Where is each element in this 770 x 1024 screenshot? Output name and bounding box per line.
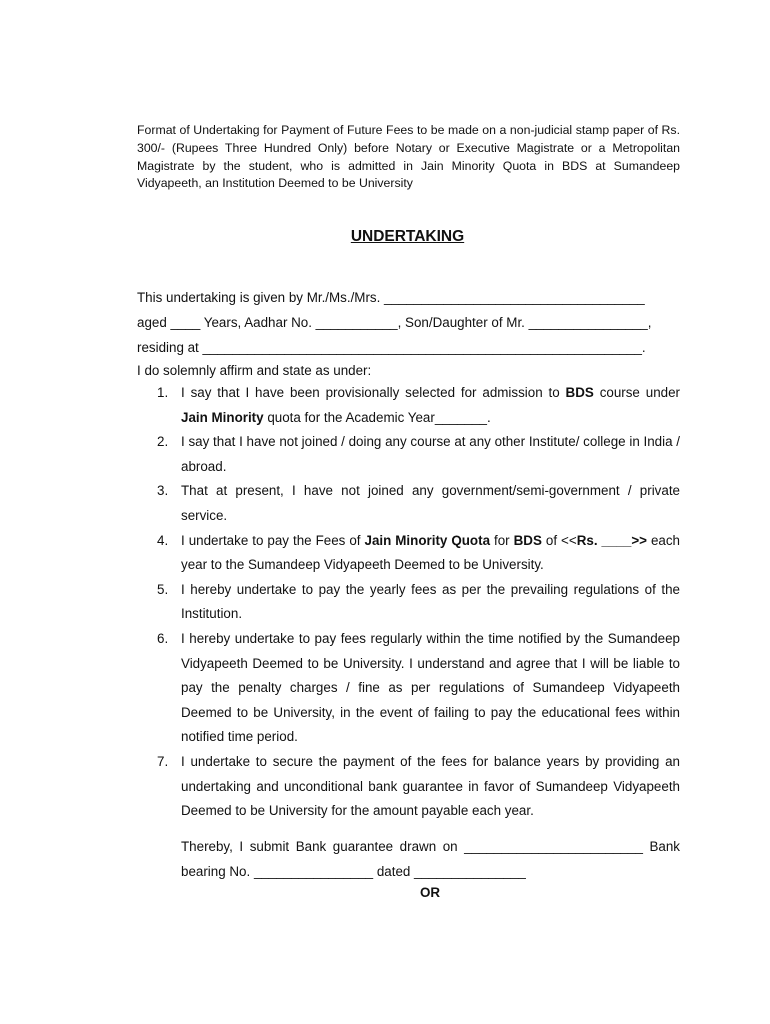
undertaking-body <box>137 285 680 884</box>
item-number: 5. <box>157 581 169 597</box>
item-number: 4. <box>157 532 169 548</box>
undertaking-list <box>137 381 680 824</box>
list-item: 6. I hereby undertake to pay fees regularly within the time notified by the Sumandeep Vidyapeeth Deemed to be University. I understand and agree that I will be liable to pay the penalty charges / fine as per regulations of Sumandeep Vidyapeeth Deemed to be University, in the event of failing to pay the educational fees within notified time period. <box>137 627 680 750</box>
item-number: 6. <box>157 630 169 646</box>
given-by-line: This undertaking is given by Mr./Ms./Mrs. ___________________________________ <box>137 290 645 305</box>
item-number: 3. <box>157 483 169 499</box>
item-number: 1. <box>157 385 169 400</box>
page-title: UNDERTAKING <box>350 228 465 245</box>
list-item: 2. I say that I have not joined / doing any course at any other Institute/ college in India / abroad. <box>137 430 680 479</box>
list-item: 4. I undertake to pay the Fees of Jain Minority Quota for BDS of <<Rs. ____>> each year to the Sumandeep Vidyapeeth Deemed to be University. <box>137 529 680 578</box>
bank-guarantee-paragraph: Thereby, I submit Bank guarantee drawn on ________________________ Bank bearing No. ________________ dated _______________ <box>181 838 680 879</box>
intro-paragraph: Format of Undertaking for Payment of Future Fees to be made on a non-judicial stamp paper of Rs. 300/- (Rupees Three Hundred Only) before Notary or Executive Magistrate or a Metropolitan Magistrate by the student, who is admitted in Jain Minority Quota in BDS at Sumandeep Vidyapeeth, an Institution Deemed to be University <box>137 123 680 191</box>
or-separator: OR <box>419 885 441 900</box>
list-item: 5. I hereby undertake to pay the yearly fees as per the prevailing regulations of the Institution. <box>137 578 680 627</box>
item-number: 7. <box>157 753 169 769</box>
list-item: 1. I say that I have been provisionally selected for admission to BDS course under Jain Minority quota for the Academic Year_______. <box>137 381 680 430</box>
item-number: 2. <box>157 434 169 450</box>
list-item: 3. That at present, I have not joined any government/semi-government / private service. <box>137 479 680 528</box>
residing-line: residing at ___________________________________________________________. <box>137 340 646 355</box>
list-item: 7. I undertake to secure the payment of the fees for balance years by providing an undertaking and unconditional bank guarantee in favor of Sumandeep Vidyapeeth Deemed to be University for the amount payable each year. <box>137 750 680 824</box>
affirm-line: I do solemnly affirm and state as under: <box>137 363 372 378</box>
aged-line: aged ____ Years, Aadhar No. ___________, Son/Daughter of Mr. ________________, <box>137 315 652 330</box>
